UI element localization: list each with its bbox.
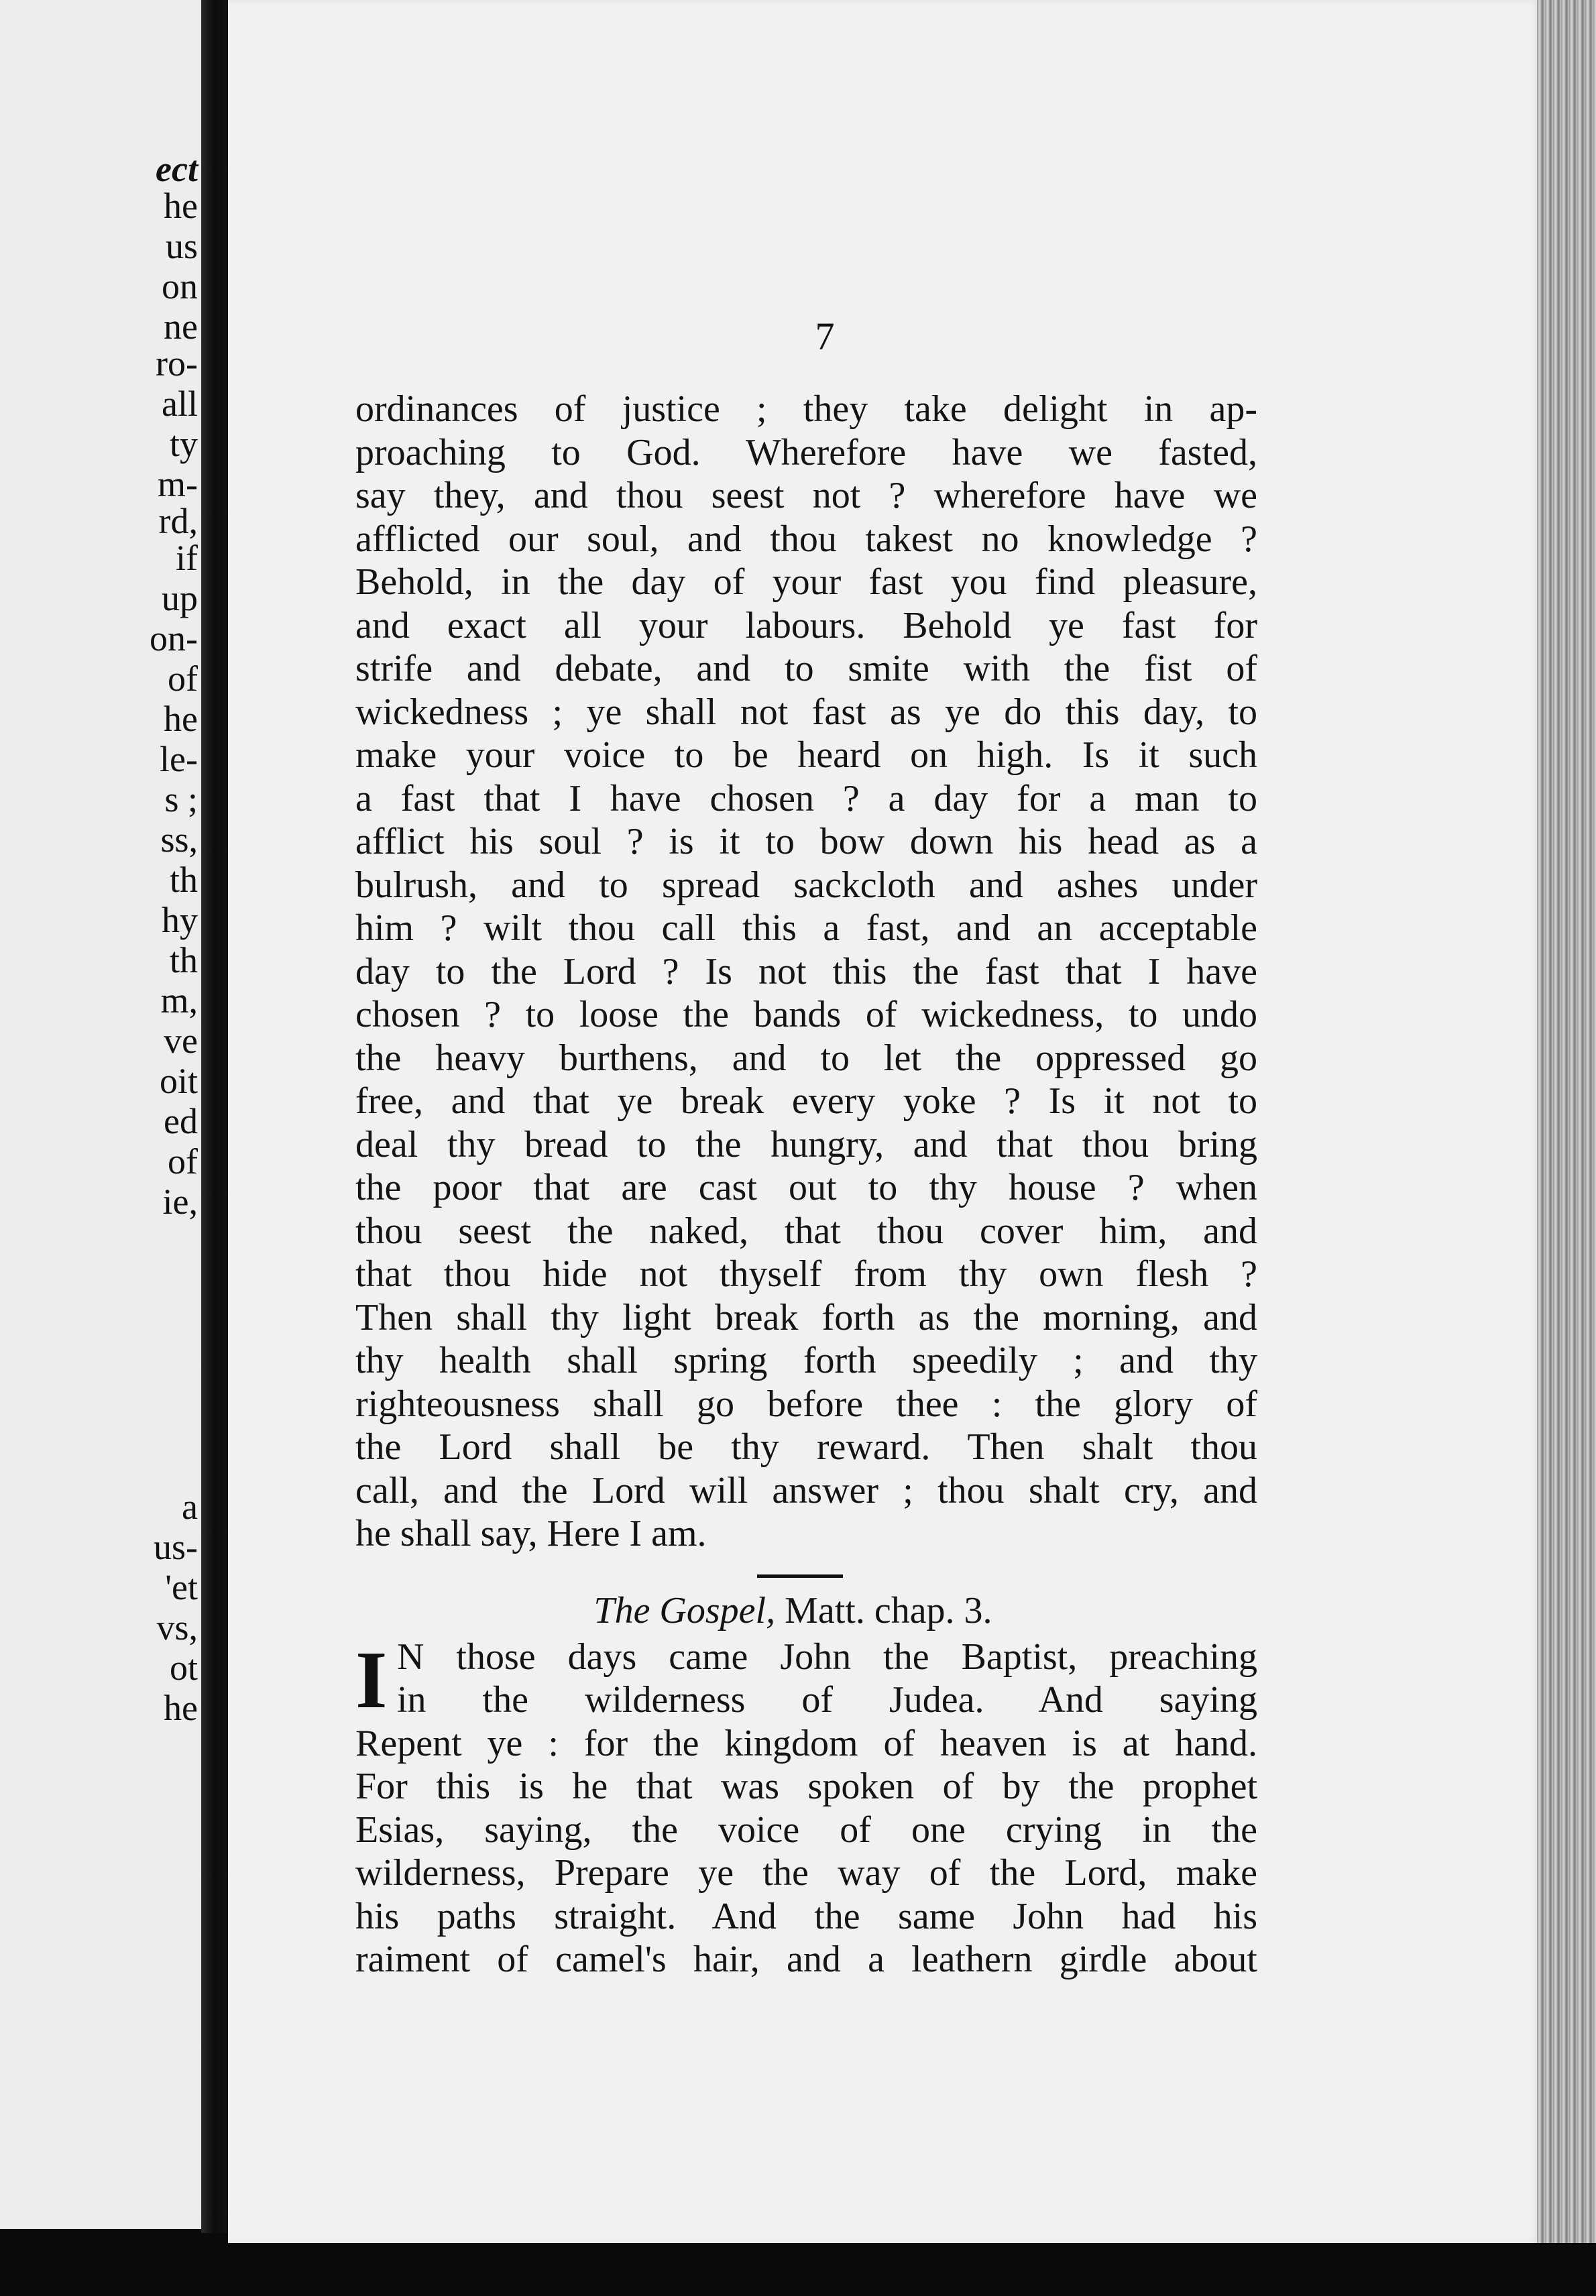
text-line: wilderness, Prepare ye the way of the Lord, make [355, 1852, 1257, 1894]
text-line: chosen ? to loose the bands of wickedness, to undo [355, 994, 1257, 1035]
text-line: Repent ye : for the kingdom of heaven is at hand. [355, 1722, 1257, 1764]
previous-page-word-fragment: s ; [164, 779, 198, 819]
text-line: say they, and thou seest not ? wherefore have we [355, 475, 1257, 516]
previous-page-word-fragment: ve [164, 1021, 198, 1061]
previous-page-word-fragment: up [162, 578, 198, 618]
gospel-passage [355, 1635, 1257, 1982]
previous-page-word-fragment: ro- [156, 343, 198, 384]
previous-page-word-fragment: of [168, 1141, 198, 1182]
text-line: Esias, saying, the voice of one crying in the [355, 1809, 1257, 1851]
isaiah-passage [355, 388, 1257, 1556]
previous-page-word-fragment: all [162, 384, 198, 424]
text-line: thou seest the naked, that thou cover him, and [355, 1210, 1257, 1252]
text-line: Then shall thy light break forth as the morning, and [355, 1296, 1257, 1338]
page-number: 7 [815, 314, 835, 358]
section-divider-rule [757, 1574, 843, 1578]
previous-page-word-fragment: if [176, 538, 198, 578]
text-line: his paths straight. And the same John had his [355, 1895, 1257, 1937]
text-line: wickedness ; ye shall not fast as ye do this day, to [355, 691, 1257, 733]
previous-page-word-fragment: vs, [156, 1607, 198, 1648]
gospel-heading-reference: Matt. chap. 3. [775, 1589, 992, 1631]
text-line: raiment of camel's hair, and a leathern girdle about [355, 1939, 1257, 1980]
text-line: day to the Lord ? Is not this the fast that I have [355, 950, 1257, 992]
text-line: bulrush, and to spread sackcloth and ashes under [355, 864, 1257, 906]
previous-page-word-fragment: m, [160, 980, 198, 1021]
previous-page-word-fragment: ty [169, 424, 198, 464]
text-line: proaching to God. Wherefore have we fasted, [355, 431, 1257, 473]
previous-page-word-fragment: on [162, 266, 198, 306]
drop-cap: I [355, 1634, 388, 1725]
text-line: strife and debate, and to smite with the fist of [355, 648, 1257, 689]
previous-page-word-fragment: ne [164, 306, 198, 347]
previous-page-word-fragment: 'et [165, 1567, 198, 1607]
previous-page-word-fragment: he [164, 699, 198, 739]
text-line: Behold, in the day of your fast you find pleasure, [355, 561, 1257, 603]
text-line: the poor that are cast out to thy house ? when [355, 1167, 1257, 1208]
text-line: deal thy bread to the hungry, and that thou bring [355, 1123, 1257, 1165]
previous-page-word-fragment: of [168, 658, 198, 699]
text-line: and exact all your labours. Behold ye fast for [355, 604, 1257, 646]
text-line: him ? wilt thou call this a fast, and an acceptable [355, 907, 1257, 949]
text-line: make your voice to be heard on high. Is it such [355, 734, 1257, 776]
text-line: For this is he that was spoken of by the prophet [355, 1766, 1257, 1807]
text-line: thy health shall spring forth speedily ; and thy [355, 1340, 1257, 1381]
previous-page-word-fragment: th [169, 940, 198, 980]
previous-page-word-fragment: ot [169, 1648, 198, 1688]
page-text [355, 388, 1257, 1982]
text-line: a fast that I have chosen ? a day for a man to [355, 777, 1257, 819]
text-line: afflict his soul ? is it to bow down his head as a [355, 821, 1257, 862]
text-line: the heavy burthens, and to let the oppressed go [355, 1037, 1257, 1079]
page-edges [1537, 0, 1596, 2243]
text-line: in the wilderness of Judea. And saying [397, 1679, 1257, 1721]
gospel-heading [342, 1587, 1244, 1635]
previous-page-word-fragment: he [164, 1688, 198, 1728]
previous-page-word-fragment: oit [159, 1061, 198, 1101]
previous-page-word-fragment: th [169, 860, 198, 900]
previous-page-word-fragment: us- [154, 1527, 198, 1567]
text-line: afflicted our soul, and thou takest no knowledge ? [355, 518, 1257, 560]
text-line: call, and the Lord will answer ; thou shalt cry, and [355, 1469, 1257, 1511]
previous-page-word-fragment: on- [150, 618, 198, 658]
text-line: he shall say, Here I am. [355, 1513, 707, 1554]
previous-page-word-fragment: ie, [162, 1182, 198, 1222]
text-line: N those days came John the Baptist, preaching [397, 1635, 1257, 1678]
text-line: the Lord shall be thy reward. Then shalt thou [355, 1426, 1257, 1468]
previous-page-word-fragment: le- [160, 739, 198, 779]
text-line: that thou hide not thyself from thy own flesh ? [355, 1253, 1257, 1295]
previous-page-word-fragment: ect [156, 149, 198, 189]
previous-page-word-fragment: ed [164, 1101, 198, 1141]
gospel-heading-italic: The Gospel, [593, 1589, 776, 1631]
previous-page-fragment [0, 0, 205, 2229]
previous-page-word-fragment: m- [158, 464, 198, 504]
previous-page-word-fragment: hy [162, 900, 198, 940]
previous-page-word-fragment: ss, [160, 819, 198, 860]
text-line: ordinances of justice ; they take delight in ap- [355, 388, 1257, 430]
previous-page-word-fragment: he [164, 186, 198, 226]
previous-page-word-fragment: us [165, 226, 198, 266]
text-line: free, and that ye break every yoke ? Is it not to [355, 1080, 1257, 1122]
previous-page-word-fragment: a [182, 1487, 198, 1527]
text-line: righteousness shall go before thee : the glory of [355, 1383, 1257, 1425]
previous-page-word-fragment: rd, [158, 501, 198, 541]
